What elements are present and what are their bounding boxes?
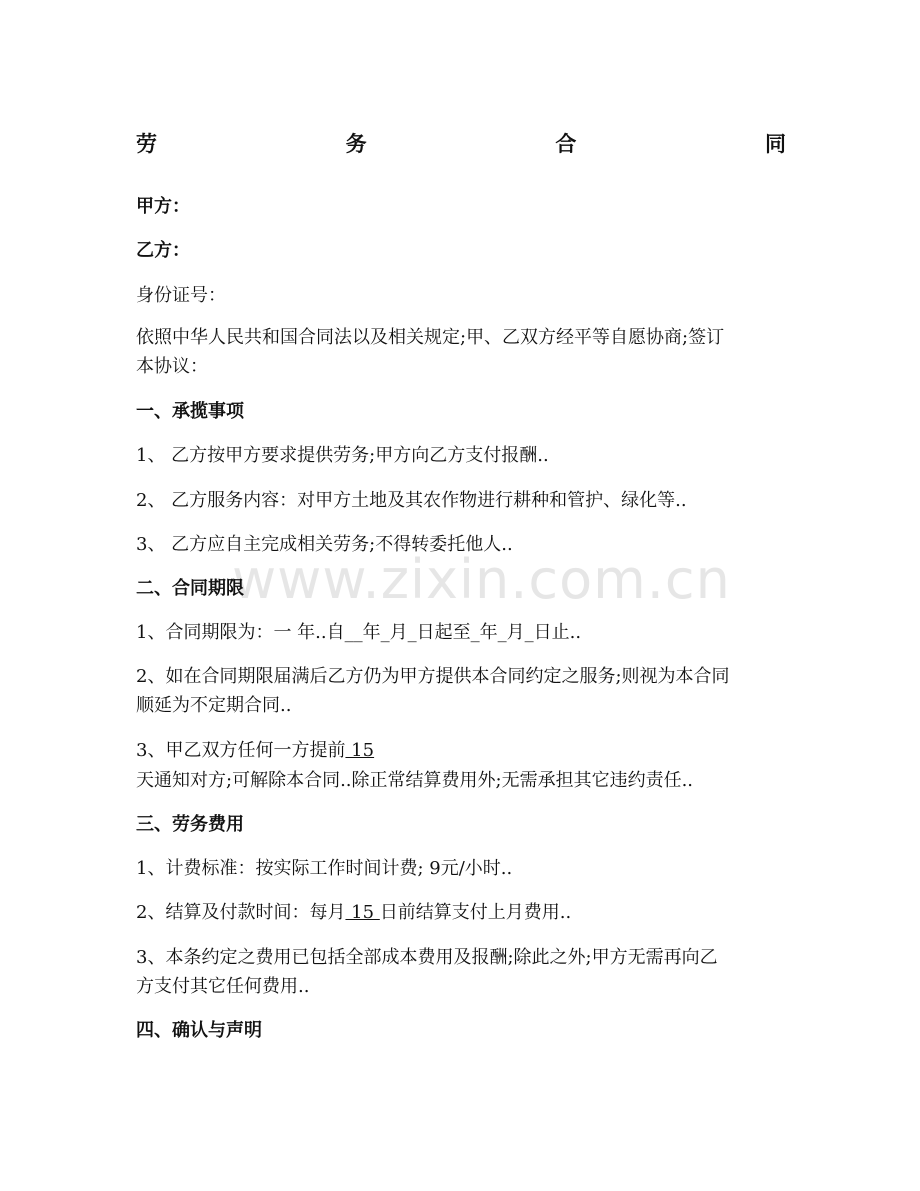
clause-item: 顺延为不定期合同.. [136,695,292,716]
watermark: www.zixin.com.cn [232,548,731,611]
title-char: 同 [764,132,786,156]
clause-item: 方支付其它任何费用.. [136,976,310,997]
clause-item: 2、如在合同期限届满后乙方仍为甲方提供本合同约定之服务;则视为本合同 [136,666,730,687]
title-char: 劳 [136,132,157,156]
party-a-label: 甲方： [136,196,190,217]
notice-days-value: 15 [345,740,375,761]
clause-item: 天通知对方;可解除本合同..除正常结算费用外;无需承担其它违约责任.. [136,770,694,791]
payment-day-value: 15 [345,902,380,923]
section-heading-4: 四、确认与声明 [136,1020,262,1041]
title-char: 合 [555,132,577,156]
intro-line: 本协议： [136,356,208,377]
clause-item: 3、 乙方应自主完成相关劳务;不得转委托他人.. [136,534,513,555]
clause-text: 2、结算及付款时间：每月 [136,902,346,923]
clause-item: 1、合同期限为：一 年..自__年_月_日起至_年_月_日止.. [136,622,582,643]
clause-text: 日前结算支付上月费用.. [379,902,572,923]
section-heading-2: 二、合同期限 [136,578,244,599]
clause-item: 1、 乙方按甲方要求提供劳务;甲方向乙方支付报酬.. [136,445,549,466]
section-heading-1: 一、承揽事项 [136,401,244,422]
clause-text: 3、甲乙双方任何一方提前 [136,740,346,761]
title-char: 务 [345,132,367,156]
clause-item: 2、 乙方服务内容：对甲方土地及其农作物进行耕种和管护、绿化等.. [136,490,687,511]
id-number-label: 身份证号： [136,285,226,306]
party-b-label: 乙方： [136,240,190,261]
clause-item [136,736,374,766]
intro-line: 依照中华人民共和国合同法以及相关规定;甲、乙双方经平等自愿协商;签订 [136,327,725,348]
clause-item: 1、计费标准：按实际工作时间计费; 9元/小时.. [136,858,513,879]
section-heading-3: 三、劳务费用 [136,814,244,835]
document-title [136,126,786,160]
clause-item: 3、本条约定之费用已包括全部成本费用及报酬;除此之外;甲方无需再向乙 [136,947,718,968]
clause-item [136,898,571,928]
